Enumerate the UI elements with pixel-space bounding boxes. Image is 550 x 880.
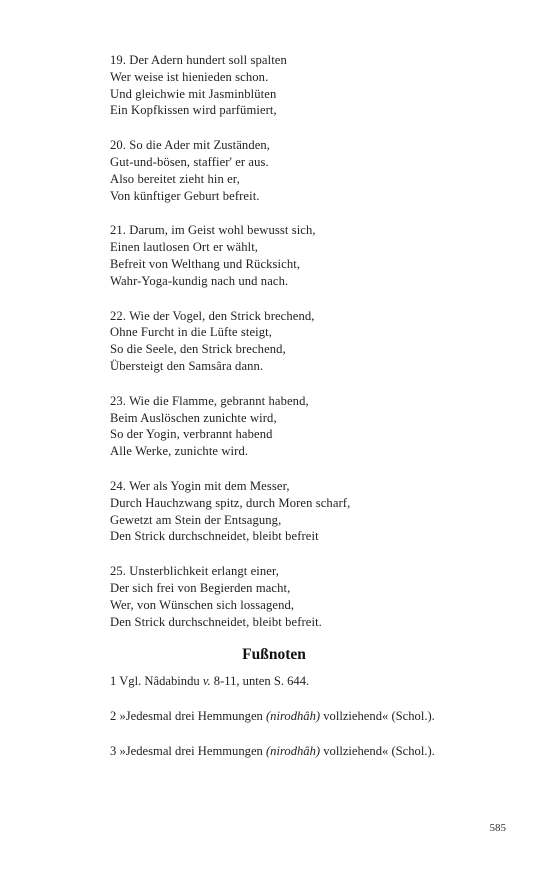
verse-line: Den Strick durchschneidet, bleibt befreit	[110, 529, 319, 544]
footnote-2	[110, 708, 510, 725]
verse-line: Übersteigt den Samsâra dann.	[110, 358, 264, 373]
stanza-19	[110, 52, 510, 119]
verse-line: Wer weise ist hienieden schon.	[110, 69, 269, 84]
verse-line: Alle Werke, zunichte wird.	[110, 444, 249, 459]
footnote-text: 3 »Jedesmal drei Hemmungen	[110, 743, 266, 758]
stanza-23	[110, 393, 510, 460]
verse-line: Also bereitet zieht hin er,	[110, 171, 240, 186]
footnote-emphasis: v.	[202, 674, 211, 688]
verse-line: Der sich frei von Begierden macht,	[110, 580, 291, 595]
verse-line: 22. Wie der Vogel, den Strick brechend,	[110, 308, 315, 323]
verse-body	[110, 52, 510, 648]
verse-line: So die Seele, den Strick brechend,	[110, 342, 286, 357]
verse-line: 21. Darum, im Geist wohl bewusst sich,	[110, 223, 316, 238]
stanza-20	[110, 137, 510, 204]
verse-line: Von künftiger Geburt befreit.	[110, 188, 260, 203]
verse-line: Wer, von Wünschen sich lossagend,	[110, 597, 295, 612]
footnote-1	[110, 673, 510, 690]
footnote-3	[110, 743, 510, 760]
verse-line: Durch Hauchzwang spitz, durch Moren scharf,	[110, 495, 351, 510]
verse-line: Gewetzt am Stein der Entsagung,	[110, 512, 282, 527]
footnotes-list	[110, 673, 510, 777]
verse-line: Ein Kopfkissen wird parfümiert,	[110, 103, 277, 118]
footnote-emphasis: (nirodhâh)	[265, 743, 321, 758]
footnote-text: 8-11, unten S. 644.	[210, 674, 310, 688]
page-number: 585	[489, 822, 506, 834]
footnote-text: vollziehend« (Schol.).	[320, 708, 435, 723]
verse-line: Befreit von Welthang und Rücksicht,	[110, 256, 301, 271]
verse-line: 24. Wer als Yogin mit dem Messer,	[110, 478, 290, 493]
footnote-text: 1 Vgl. Nâdabindu	[110, 674, 203, 688]
verse-line: Ohne Furcht in die Lüfte steigt,	[110, 325, 272, 340]
stanza-25	[110, 563, 510, 630]
footnotes-heading: Fußnoten	[242, 646, 306, 663]
verse-line: Einen lautlosen Ort er wählt,	[110, 240, 259, 255]
stanza-22	[110, 308, 510, 375]
stanza-24	[110, 478, 510, 545]
footnote-emphasis: (nirodhâh)	[265, 708, 321, 723]
verse-line: 23. Wie die Flamme, gebrannt habend,	[110, 393, 309, 408]
verse-line: 19. Der Adern hundert soll spalten	[110, 53, 287, 67]
footnote-text: vollziehend« (Schol.).	[320, 743, 435, 758]
verse-line: Und gleichwie mit Jasminblüten	[110, 86, 277, 101]
verse-line: Den Strick durchschneidet, bleibt befreit.	[110, 614, 322, 629]
verse-line: 20. So die Ader mit Zuständen,	[110, 138, 271, 153]
verse-line: Gut-und-bösen, staffier' er aus.	[110, 154, 269, 169]
verse-line: Wahr-Yoga-kundig nach und nach.	[110, 273, 289, 288]
verse-line: Beim Auslöschen zunichte wird,	[110, 410, 277, 425]
stanza-21	[110, 222, 510, 289]
verse-line: So der Yogin, verbrannt habend	[110, 427, 273, 442]
footnote-text: 2 »Jedesmal drei Hemmungen	[110, 708, 266, 723]
verse-line: 25. Unsterblichkeit erlangt einer,	[110, 564, 280, 579]
